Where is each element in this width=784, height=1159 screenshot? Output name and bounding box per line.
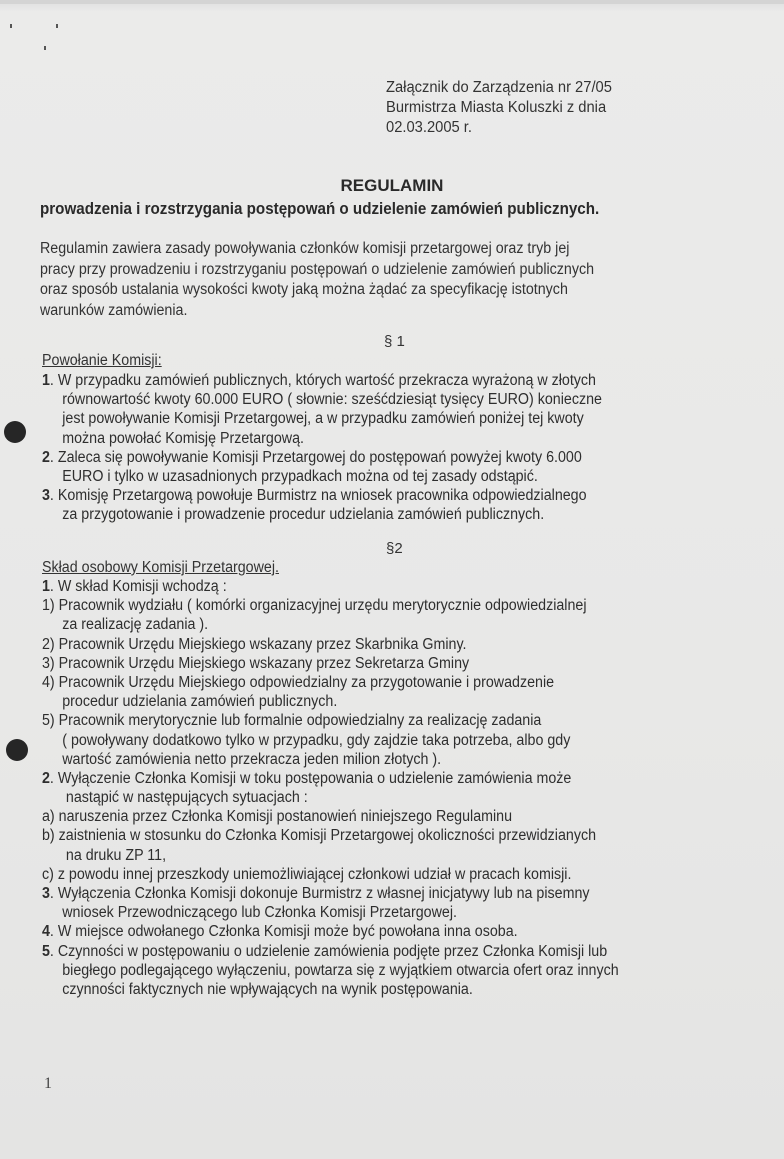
intro-line: pracy przy prowadzeniu i rozstrzyganiu postępowań o udzielenie zamówień publicznych xyxy=(40,260,595,278)
member-item: 3) Pracownik Urzędu Miejskiego wskazany przez Sekretarza Gminy xyxy=(42,654,470,672)
list-item-continuation: równowartość kwoty 60.000 EURO ( słownie: sześćdziesiąt tysięcy EURO) konieczne xyxy=(62,391,602,409)
intro-line: Regulamin zawiera zasady powoływania członków komisji przetargowej oraz tryb jej xyxy=(40,240,570,257)
list-item-continuation: wniosek Przewodniczącego lub Członka Komisji Przetargowej. xyxy=(62,904,457,922)
punch-hole xyxy=(6,739,28,761)
intro-line: warunków zamówienia. xyxy=(40,301,188,319)
list-item: 5. Czynności w postępowaniu o udzielenie zamówienia podjęte przez Członka Komisji lub xyxy=(42,942,608,960)
list-item-continuation: czynności faktycznych nie wpływających na wynik postępowania. xyxy=(62,980,473,998)
list-item-continuation: nastąpić w następujących sytuacjach : xyxy=(65,789,308,807)
member-item: 2) Pracownik Urzędu Miejskiego wskazany przez Skarbnika Gminy. xyxy=(42,635,467,653)
member-item: 4) Pracownik Urzędu Miejskiego odpowiedzialny za przygotowanie i prowadzenie xyxy=(42,673,555,691)
intro-line: oraz sposób ustalania wysokości kwoty jaką można żądać za specyfikację istotnych xyxy=(40,281,568,298)
member-item: 5) Pracownik merytorycznie lub formalnie odpowiedzialny za realizację zadania xyxy=(42,712,542,730)
member-item: 1) Pracownik wydziału ( komórki organizacyjnej urzędu merytorycznie odpowiedzialnej xyxy=(42,597,587,615)
list-item-continuation: za przygotowanie i prowadzenie procedur udzielania zamówień publicznych. xyxy=(62,506,545,524)
list-item-continuation: biegłego podlegającego wyłączeniu, powtarza się z wyjątkiem otwarcia ofert oraz innych xyxy=(62,961,619,979)
attachment-note xyxy=(386,78,612,138)
member-item-continuation: wartość zamówienia netto przekracza jeden milion złotych ). xyxy=(62,750,442,768)
list-item: 4. W miejsce odwołanego Członka Komisji może być powołana inna osoba. xyxy=(42,923,518,941)
punch-hole xyxy=(4,421,26,443)
section-1-mark: § 1 xyxy=(384,333,405,350)
document-title: REGULAMIN xyxy=(340,176,444,195)
situation-item: c) z powodu innej przeszkody uniemożliwiającej członkowi udział w pracach komisji. xyxy=(42,865,572,883)
page-number: 1 xyxy=(44,1075,52,1092)
section-2-items xyxy=(42,577,741,999)
scan-speck xyxy=(10,24,12,28)
section-2-mark: §2 xyxy=(386,540,403,557)
section-2-heading: Skład osobowy Komisji Przetargowej. xyxy=(42,559,279,576)
list-item: 1. W przypadku zamówień publicznych, których wartość przekracza wyrażoną w złotych xyxy=(42,372,596,389)
situation-item: a) naruszenia przez Członka Komisji postanowień niniejszego Regulaminu xyxy=(42,808,513,826)
list-item: 3. Wyłączenia Członka Komisji dokonuje Burmistrz z własnej inicjatywy lub na pisemny xyxy=(42,885,590,902)
document-subtitle: prowadzenia i rozstrzygania postępowań o udzielenie zamówień publicznych. xyxy=(40,200,600,218)
intro-paragraph xyxy=(40,239,684,321)
list-item: 1. W skład Komisji wchodzą : xyxy=(42,578,227,595)
section-1-heading: Powołanie Komisji: xyxy=(42,352,162,369)
list-item-continuation: można powołać Komisję Przetargową. xyxy=(62,429,304,447)
scan-edge xyxy=(0,0,784,4)
attachment-note-line: 02.03.2005 r. xyxy=(386,119,472,136)
attachment-note-line: Załącznik do Zarządzenia nr 27/05 xyxy=(386,79,612,96)
attachment-note-line: Burmistrza Miasta Koluszki z dnia xyxy=(386,99,607,116)
situation-item-continuation: na druku ZP 11, xyxy=(65,846,167,864)
situation-item: b) zaistnienia w stosunku do Członka Komisji Przetargowej okoliczności przewidzianych xyxy=(42,827,597,845)
list-item: 2. Zaleca się powoływanie Komisji Przetargowej do postępowań powyżej kwoty 6.000 xyxy=(42,448,582,466)
scan-speck xyxy=(44,46,46,50)
list-item-continuation: jest powoływanie Komisji Przetargowej, a w przypadku zamówień poniżej tej kwoty xyxy=(62,410,584,428)
list-item: 2. Wyłączenie Członka Komisji w toku postępowania o udzielenie zamówienia może xyxy=(42,769,572,787)
member-item-continuation: procedur udzielania zamówień publicznych. xyxy=(62,693,338,711)
member-item-continuation: za realizację zadania ). xyxy=(62,616,209,634)
list-item-continuation: EURO i tylko w uzasadnionych przypadkach można od tej zasady odstąpić. xyxy=(62,467,538,485)
scan-speck xyxy=(56,24,58,28)
member-item-continuation: ( powoływany dodatkowo tylko w przypadku, gdy zajdzie taka potrzeba, albo gdy xyxy=(62,731,571,749)
list-item: 3. Komisję Przetargową powołuje Burmistrz na wniosek pracownika odpowiedzialnego xyxy=(42,487,587,505)
section-1-items xyxy=(42,371,741,525)
